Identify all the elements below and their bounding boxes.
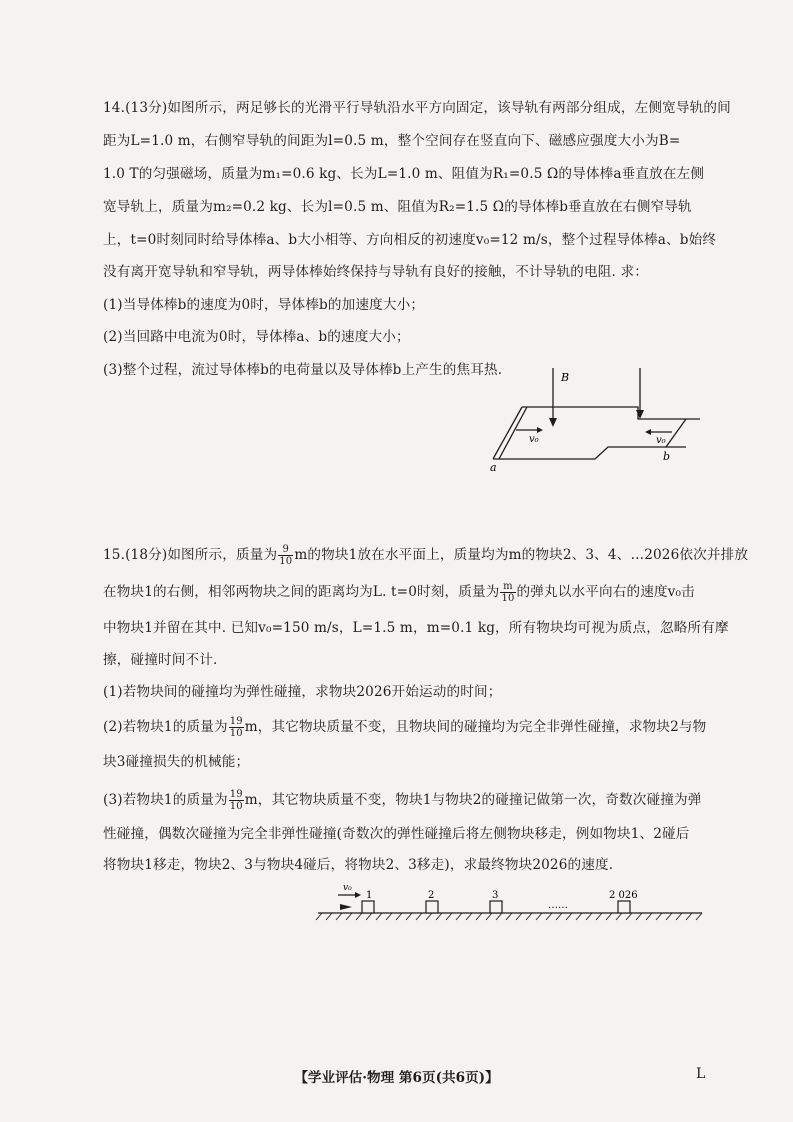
frac-numerator: m [500,581,515,593]
q15-part-3-line-3: 将物块1移走，物块2、3与物块4碰后，将物块2、3移走)，求最终物块2026的速度. [103,857,614,873]
frac-numerator: 19 [229,789,243,800]
q14-line-1: 14.(13分)如图所示，两足够长的光滑平行导轨沿水平方向固定，该导轨有两部分组成，左侧宽导轨的间 [103,100,731,116]
q14-fig-label-v0-right: v₀ [656,435,666,446]
q14-fig-label-B: B [561,371,570,384]
q15-line-2-post: 的弹丸以水平向右的速度v₀击 [516,584,695,600]
q14-line-3: 1.0 T的匀强磁场，质量为m₁=0.6 kg、长为L=1.0 m、阻值为R₁=0.5 Ω的导体棒a垂直放在左侧 [103,166,705,182]
q15-line-3: 中物块1并留在其中. 已知v₀=150 m/s，L=1.5 m，m=0.1 kg，所有物块均可视为质点，忽略所有摩 [103,620,729,636]
q15-line-1-post: m的物块1放在水平面上，质量均为m的物块2、3、4、…2026依次并排放 [294,547,749,563]
q14-fig-label-v0-left: v₀ [529,434,539,445]
q15-part-3-post: m，其它物块质量不变，物块1与物块2的碰撞记做第一次，奇数次碰撞为弹 [244,792,702,808]
q15-line-2-pre: 在物块1的右侧，相邻两物块之间的距离均为L. t=0时刻，质量为 [103,584,500,600]
q15-part-2-post: m，其它物块质量不变，且物块间的碰撞均为完全非弹性碰撞，求物块2与物 [244,719,707,735]
q15-fig-block-2026: 2 026 [609,890,638,901]
q14-fig-label-a: a [490,461,497,474]
q15-fig-block-1: 1 [366,890,373,901]
q14-fig-label-b: b [663,450,671,463]
q15-fig-dots: …… [548,900,568,911]
q14-line-6: 没有离开宽导轨和窄导轨，两导体棒始终保持与导轨有良好的接触，不计导轨的电阻. 求： [103,264,648,280]
q15-part-3-pre: (3)若物块1的质量为 [103,792,228,808]
page-footer: 【学业评估·物理 第6页(共6页)】 [294,1070,499,1086]
q14-part-2: (2)当回路中电流为0时，导体棒a、b的速度大小； [103,329,410,345]
q15-part-2-pre: (2)若物块1的质量为 [103,719,228,735]
frac-denominator: 10 [229,801,243,812]
frac-denominator: 10 [279,556,293,567]
q14-part-3: (3)整个过程，流过导体棒b的电荷量以及导体棒b上产生的焦耳热. [103,362,503,378]
q15-fig-label-v0: v₀ [343,883,352,893]
q14-line-2: 距为L=1.0 m，右侧窄导轨的间距为l=0.5 m，整个空间存在竖直向下、磁感应强度大小为B= [103,133,681,149]
frac-numerator: 9 [278,544,293,556]
q15-part-2-line-2: 块3碰撞损失的机械能； [103,754,250,770]
q15-part-3-line-2: 性碰撞，偶数次碰撞为完全非弹性碰撞(奇数次的弹性碰撞后将左侧物块移走，例如物块1、2碰后 [103,826,690,842]
frac-numerator: 19 [229,716,243,727]
frac-denominator: 10 [229,728,243,739]
q14-part-1: (1)当导体棒b的速度为0时，导体棒b的加速度大小； [103,297,425,313]
q14-line-4: 宽导轨上，质量为m₂=0.2 kg、长为l=0.5 m、阻值为R₂=1.5 Ω的导体棒b垂直放在右侧窄导轨 [103,199,692,215]
paper-version-mark: L [696,1066,706,1082]
q15-line-1-pre: 15.(18分)如图所示，质量为 [103,547,278,563]
q15-fig-block-3: 3 [492,890,499,901]
q14-line-5: 上，t=0时刻同时给导体棒a、b大小相等、方向相反的初速度v₀=12 m/s，整个过程导体棒a、b始终 [103,232,717,248]
q15-part-1: (1)若物块间的碰撞均为弹性碰撞，求物块2026开始运动的时间； [103,684,502,700]
q15-fig-block-2: 2 [428,890,435,901]
q15-line-4: 擦，碰撞时间不计. [103,652,218,668]
frac-denominator: 10 [501,593,515,604]
